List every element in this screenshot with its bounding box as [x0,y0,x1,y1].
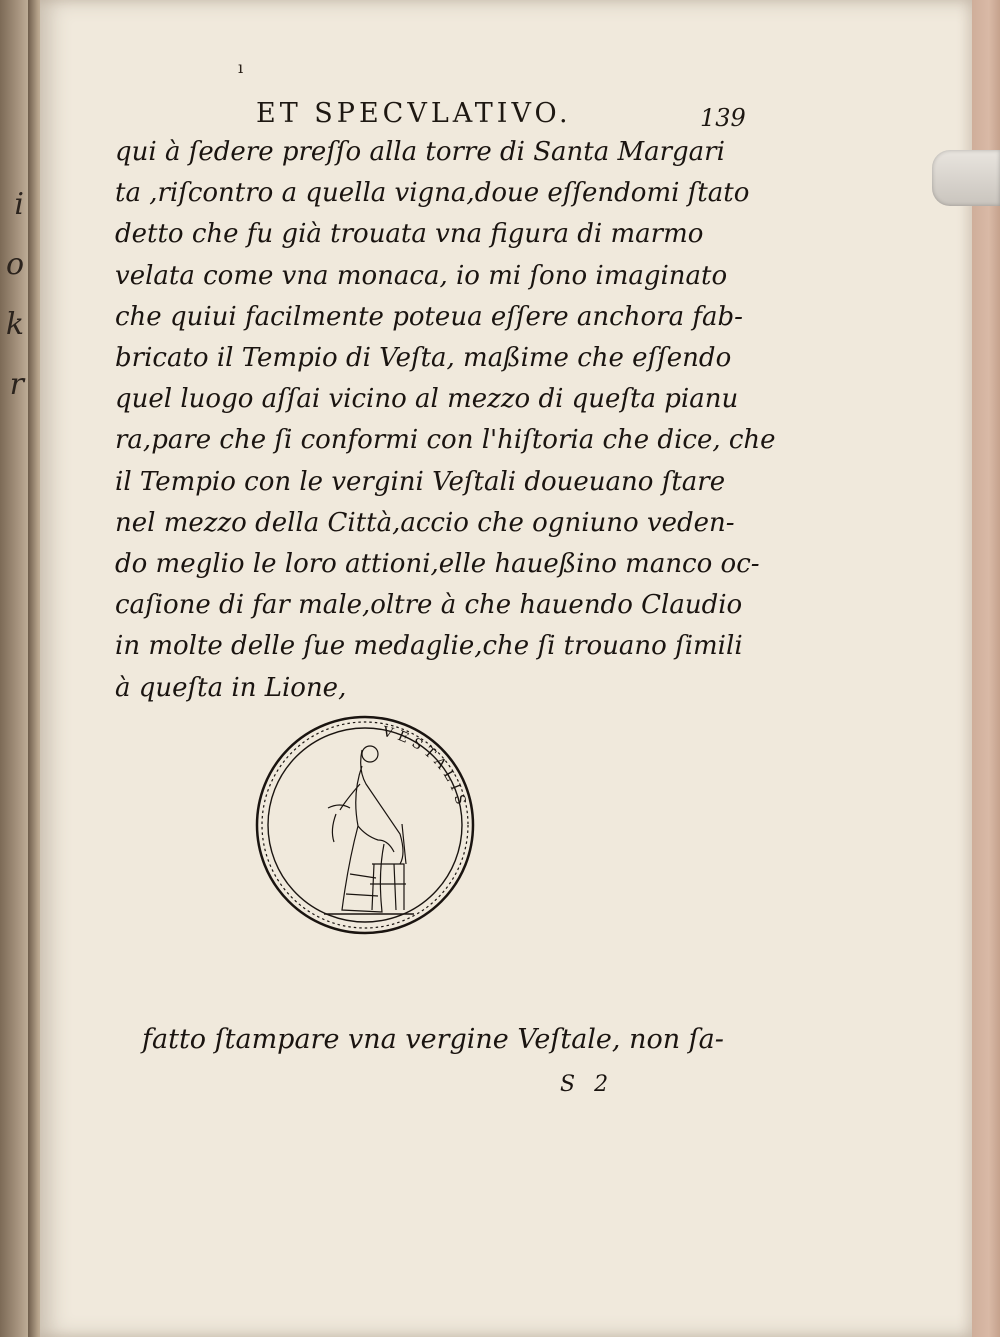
text-line: do meglio le loro attioni,elle haueßino manco oc- [115,549,760,580]
text-line: caſione di far male,oltre à che hauendo Claudio [115,590,743,621]
text-line: nel mezzo della Città,accio che ogniuno veden- [115,507,735,538]
text-line: in molte delle ſue medaglie,che ſi trouano ſimili [115,631,743,662]
seated-vestal-figure [324,746,414,914]
body-text [115,132,776,709]
facing-page-mark: k [5,307,24,342]
text-line: à queſta in Lione, [115,672,347,703]
text-line: detto che fu già trouata vna figura di marmo [115,219,704,250]
facing-page-mark: r [9,367,24,402]
text-line: che quiui facilmente poteua eſſere anchora fab- [115,301,743,332]
closing-line: fatto ſtampare vna vergine Veſtale, non ſa- [142,1024,724,1055]
folio-number: 139 [700,104,746,132]
facing-page-mark: i [14,187,24,222]
margin-tick: ı [238,58,244,77]
text-line: velata come vna monaca, io mi ſono imaginato [115,260,728,291]
text-line: il Tempio con le vergini Veſtali doueuano ſtare [115,466,726,497]
text-line: ra,pare che ſi conformi con l'hiſtoria che dice, che [115,425,776,456]
vestal-medal-illustration [254,714,476,936]
text-line: quel luogo aſſai vicino al mezzo di queſta pianu [115,384,739,415]
facing-page-mark: o [5,247,24,282]
facing-page-marks [0,175,30,415]
text-line: qui à ſedere preſſo alla torre di Santa Margari [115,137,725,167]
text-line: ta ,riſcontro a quella vigna,doue eſſendomi ſtato [115,178,750,209]
running-head: ET SPECVLATIVO. [256,98,572,129]
medal-inscription: VESTALIS [381,724,470,811]
signature-mark: S 2 [560,1072,615,1097]
page-clip-tab [932,150,1000,206]
text-line: bricato il Tempio di Veſta, maßime che eſſendo [115,343,732,374]
